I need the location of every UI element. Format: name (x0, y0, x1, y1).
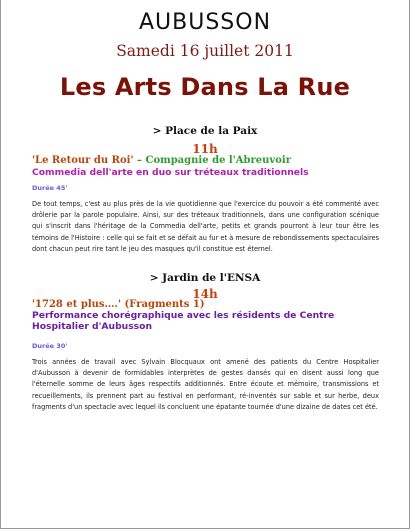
event-1-heading (32, 155, 379, 167)
event-2-work-title: '1728 et plus….' (Fragments 1) (32, 299, 205, 310)
event-2-description: Trois années de travail avec Sylvain Blocquaux ont amené des patients du Centre Hospitalier d'Aubusson à devenir de formidables interprètes de gestes dansés qui en disent aussi long que l'éternelle somme de leurs âges respectifs additionnés. Entre écoute et mémoire, transmissions et recueillements, ils prennent part au festival en performant, ré-inventés sur sable et sur herbe, deux fragments d'un spectacle avec lequel ils concluent une épatante tournée d'une dizaine de dates cet été. (32, 358, 379, 411)
event-2-duration: Durée 30' (32, 342, 68, 350)
event-1-duration: Durée 45' (32, 184, 68, 192)
venue-jardin-ensa: > Jardin de l'ENSA (149, 272, 261, 284)
venue-place-de-la-paix: > Place de la Paix (152, 125, 258, 137)
event-2-genre: Performance chorégraphique avec les résidents de Centre Hospitalier d'Aubusson (32, 310, 335, 332)
festival-title: Les Arts Dans La Rue (59, 73, 351, 101)
event-1-genre: Commedia dell'arte en duo sur tréteaux traditionnels (32, 167, 309, 178)
town-name: AUBUSSON (138, 10, 272, 35)
event-1-work-title: 'Le Retour du Roi' (32, 155, 134, 166)
event-1-company: Compagnie de l'Abreuvoir (145, 155, 291, 166)
event-1-separator: – (133, 155, 146, 166)
event-date: Samedi 16 juillet 2011 (116, 42, 294, 60)
event-time-1: 11h (192, 142, 218, 156)
event-1-description: De tout temps, c'est au plus près de la vie quotidienne que l'exercice du pouvoir a été commenté avec drôlerie par la parole populaire. Ainsi, sur des tréteaux traditionnels, dans une configuration scénique qui s'inscrit dans l'héritage de la Commedia dell'arte, petits et grands pourront à leur tour être les témoins de l'Histoire : celle qui se fait et se défait au fur et à mesure de rebondissements spectaculaires dont chacun peut rire tant le jeu des masques qu'il constitue est éternel. (32, 200, 379, 253)
event-time-2: 14h (192, 287, 218, 301)
